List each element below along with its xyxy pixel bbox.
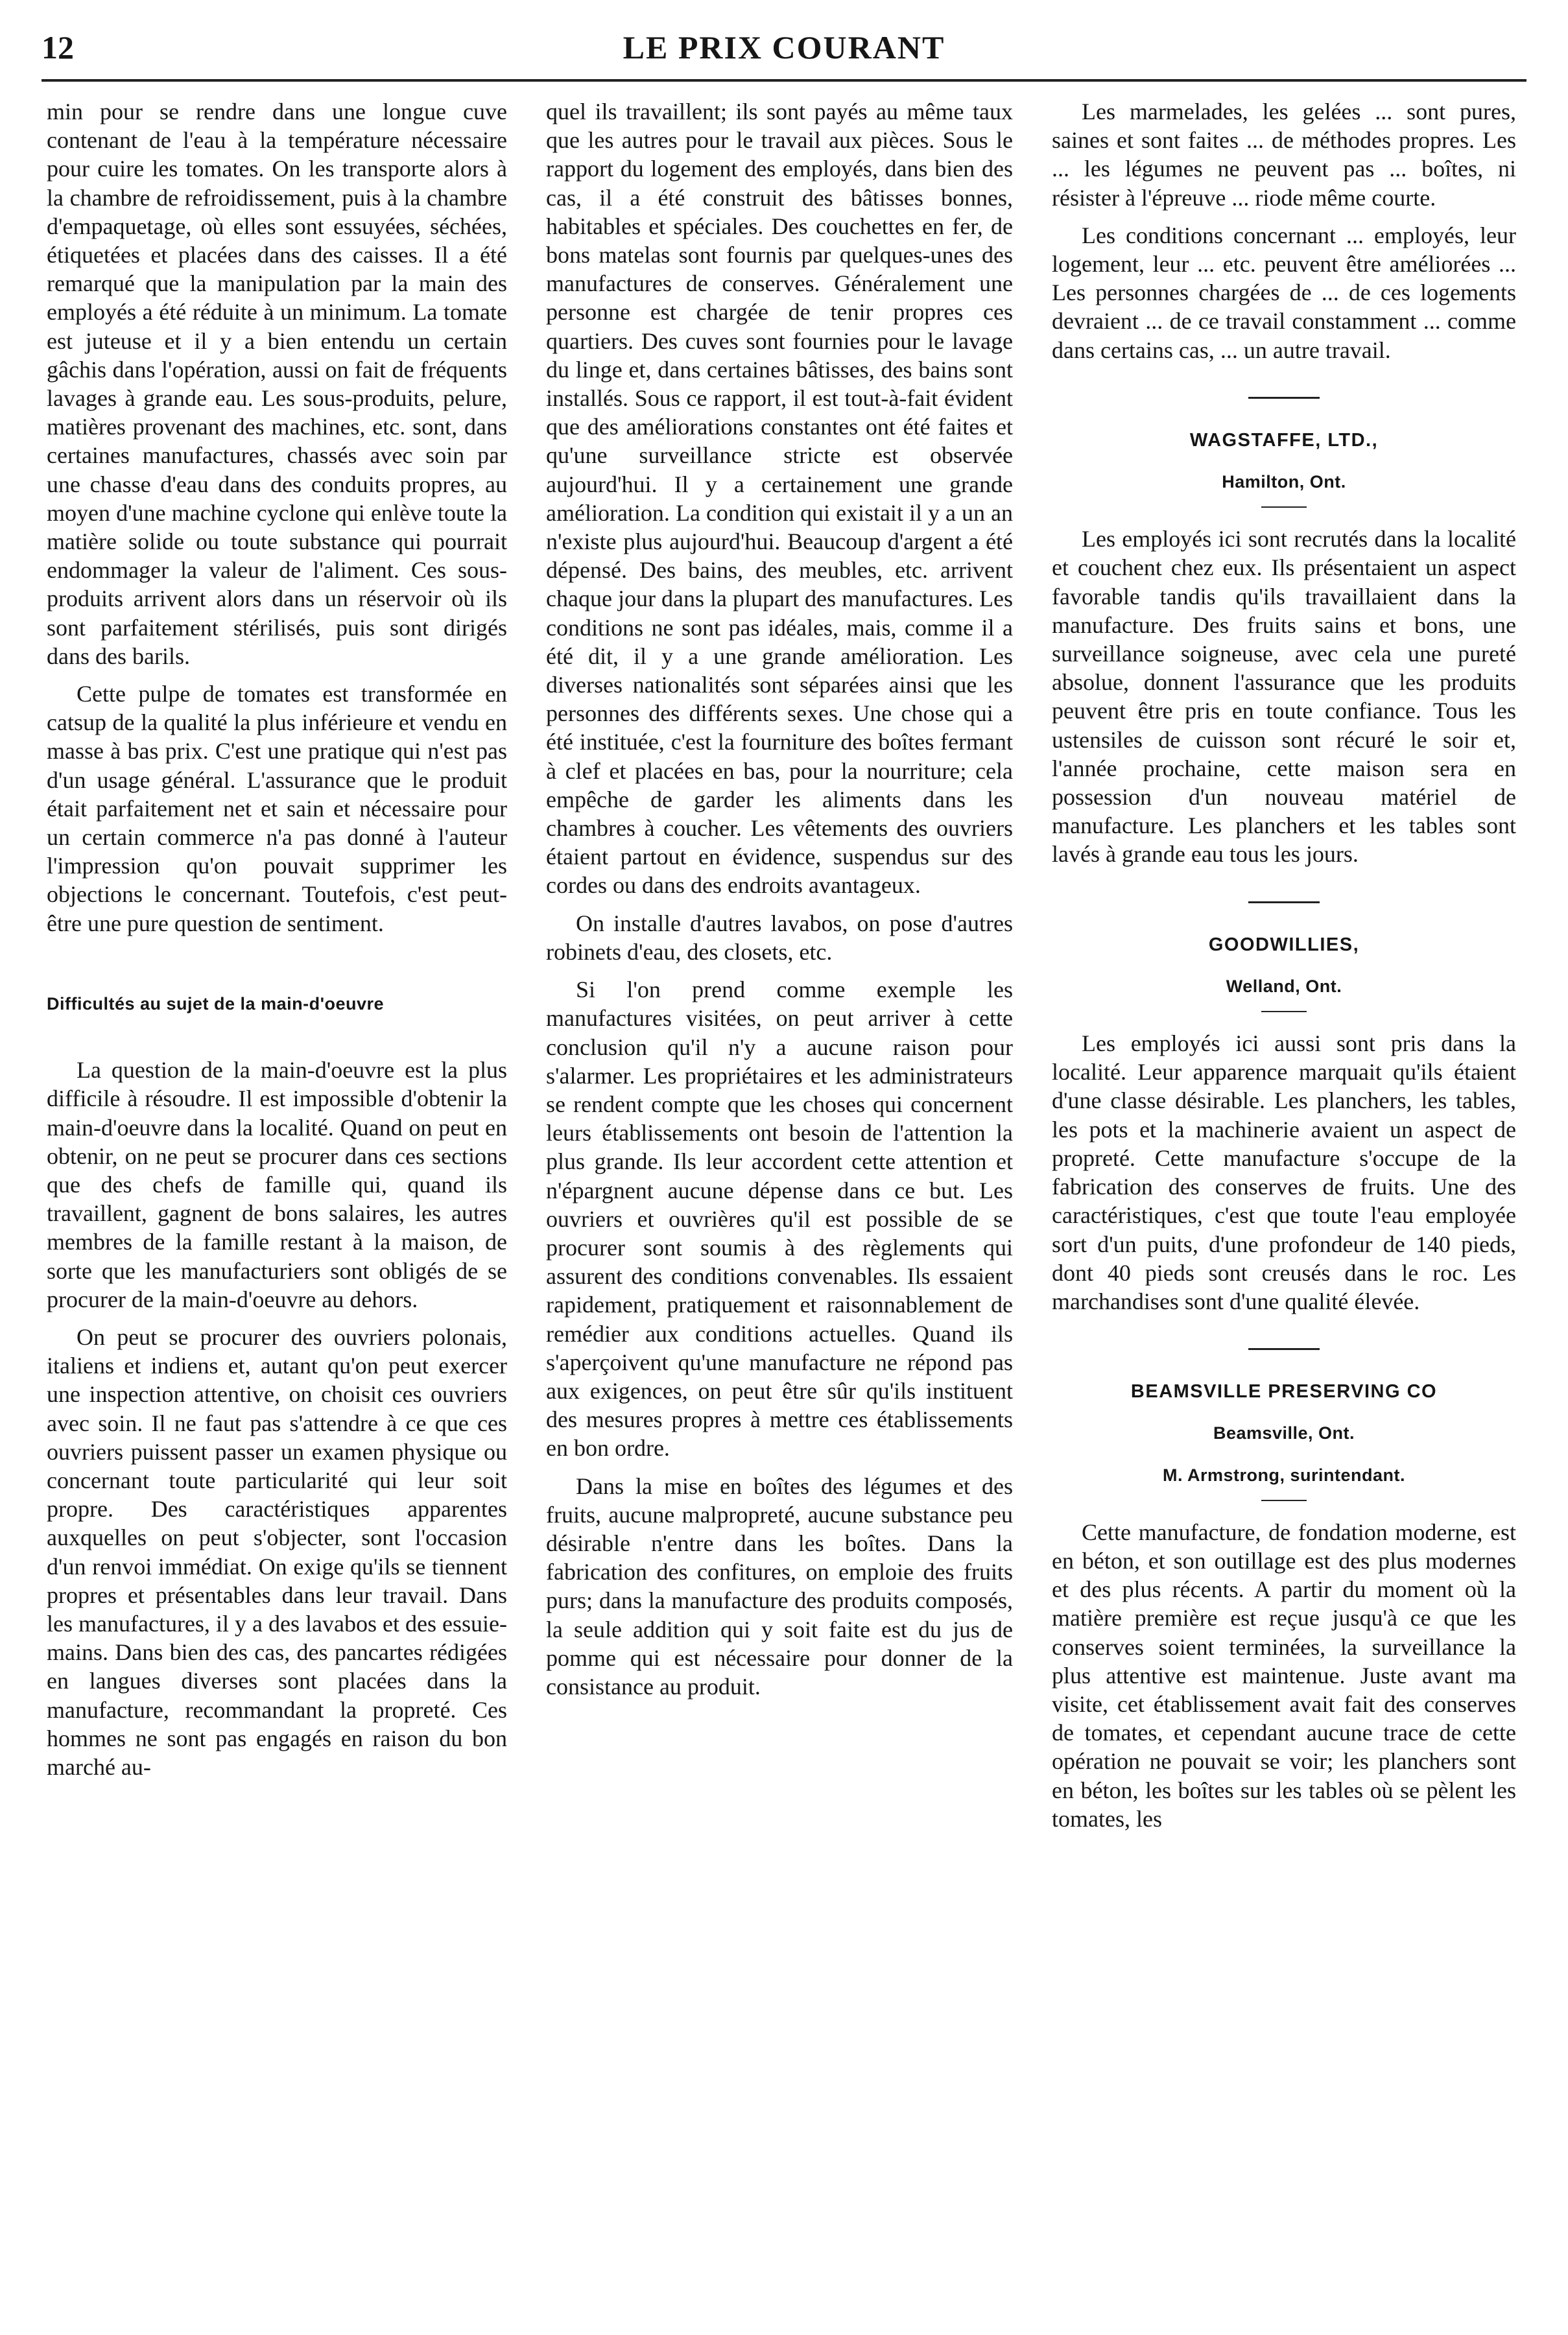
company-name-wagstaffe: WAGSTAFFE, LTD., [1189,429,1379,451]
paragraph: Si l'on prend comme exemple les manufactures visitées, on peut arriver à cette conclusion qu'il n'y a aucune raison pour s'alarmer. Les propriétaires et les administrateurs se rendent compte que les choses qui concernent leurs établissements ont besoin de l'attention la plus grande. Ils leur accordent cette attention et n'épargnent aucune dépense dans ce but. Les ouvriers et ouvrières qu'il est possible de se procurer sont soumis à des règlements qui assurent des conditions convenables. Ils essaient rapidement, pratiquement et raisonnablement de remédier aux conditions actuelles. Quand ils s'aperçoivent qu'une manufacture ne répond pas aux exigences, on peut être sûr qu'ils instituent des mesures propres à mettre ces établissements en bon ordre. [546,977,1013,1462]
header-rule [42,79,1526,82]
paragraph: On installe d'autres lavabos, on pose d'autres robinets d'eau, des closets, etc. [546,910,1013,965]
column-3 [1052,97,1516,2322]
paragraph: Les conditions concernant ... employés, leur logement, leur ... etc. peuvent être améliorées ... Les personnes chargées de ... de ces logements devraient ... de ce travail constamment ... comme dans certains cas, ... un autre travail. [1052,222,1516,363]
section-divider [1248,1348,1320,1350]
company-name-goodwillies: GOODWILLIES, [1208,934,1360,955]
heading-divider [1261,506,1307,508]
paragraph: Les employés ici sont recrutés dans la localité et couchent chez eux. Ils présentaient un aspect favorable tandis qu'ils travaillaient dans la manufacture. Des fruits sains et bons, une surveillance soigneuse, avec cela une pureté absolue, donnent l'assurance que les produits peuvent être pris en toute confiance. Tous les ustensiles de cuisson sont récuré le soir et, l'année prochaine, cette maison sera en possession d'un nouveau matériel de manufacture. Les planchers et les tables sont lavés à grande eau tous les jours. [1052,526,1516,868]
paragraph: Cette pulpe de tomates est transformée en catsup de la qualité la plus inférieure et vendu en masse à bas prix. C'est une pratique qui n'est pas d'un usage général. L'assurance que le produit était parfaitement net et sain et nécessaire pour un certain commerce n'a pas donné à l'auteur l'impression qu'on pouvait supprimer les objections le concernant. Toutefois, c'est peut-être une pure question de sentiment. [47,681,507,936]
paragraph: La question de la main-d'oeuvre est la plus difficile à résoudre. Il est impossible d'obtenir la main-d'oeuvre dans la localité. Quand on peut en obtenir, on ne peut se procurer dans ces sections que des chefs de famille qui, quand ils travaillent, gagnent de bons salaires, les autres membres de la famille restant à la maison, de sorte que les manufacturiers sont obligés de se procurer de la main-d'oeuvre au dehors. [47,1057,507,1312]
company-name-beamsville: BEAMSVILLE PRESERVING CO [1130,1381,1438,1403]
paragraph: Les marmelades, les gelées ... sont pures, saines et sont faites ... de méthodes propres. Les ... les légumes ne peuvent pas ... boîtes, ni résister à l'épreuve ... riode même courte. [1052,99,1516,211]
paragraph: On peut se procurer des ouvriers polonais, italiens et indiens et, autant qu'on peut exercer une inspection attentive, on choisit ces ouvriers avec soin. Il ne faut pas s'attendre à ce que ces ouvriers puissent passer un examen physique ou concernant toute particularité qui leur soit propre. Des caractéristiques apparentes auxquelles on peut s'objecter, sont l'occasion d'un renvoi immédiat. On exige qu'ils se tiennent propres et présentables dans leur travail. Dans les manufactures, il y a des lavabos et des essuie-mains. Dans bien des cas, des pancartes rédigées en langues diverses sont placées dans la manufacture, recommandant la propreté. Ces hommes ne sont pas engagés en raison du bon marché au- [47,1323,507,1780]
paragraph: Les employés ici aussi sont pris dans la localité. Leur apparence marquait qu'ils étaient d'une classe désirable. Les planchers, les tables, les pots et la machinerie avaient un aspect de propreté. Cette manufacture s'occupe de la fabrication des conserves de fruits. Une des caractéristiques, c'est que toute l'eau employée sort d'un puits, d'une profondeur de 140 pieds, dont 40 pieds sont creusés dans le roc. Les marchandises sont d'une qualité élevée. [1052,1030,1516,1314]
page-header [42,29,1526,84]
page-number: 12 [42,29,74,65]
heading-divider [1261,1011,1307,1012]
section-heading: Difficultés au sujet de la main-d'oeuvre [47,993,385,1013]
company-place-hamilton: Hamilton, Ont. [1222,472,1346,492]
section-divider [1248,397,1320,399]
column-1 [47,97,507,2322]
company-place-welland: Welland, Ont. [1226,976,1342,996]
heading-divider [1261,1500,1307,1501]
company-place-beamsville: Beamsville, Ont. [1213,1423,1355,1443]
company-superintendent: M. Armstrong, surintendant. [1162,1465,1405,1485]
paragraph: min pour se rendre dans une longue cuve contenant de l'eau à la température nécessaire pour cuire les tomates. On les transporte alors à la chambre de refroidissement, puis à la chambre d'empaquetage, où elles sont essuyées, séchées, étiquetées et placées dans des caisses. Il a été remarqué que la manipulation par la main des employés a été réduite à un minimum. La tomate est juteuse et il y a bien entendu un certain gâchis dans l'opération, aussi on fait de fréquents lavages à grande eau. Les sous-produits, pelure, matières provenant des machines, etc. sont, dans certaines manufactures, chassés avec soin par une chasse d'eau dans des conduits propres, au moyen d'une machine cyclone qui enlève toute la matière solide ou toute substance qui pourrait endommager la valeur de l'aliment. Ces sous-produits arrivent alors dans un réservoir où ils sont parfaitement stérilisés, puis sont dirigés dans des barils. [47,99,507,669]
section-divider [1248,901,1320,903]
paragraph: Dans la mise en boîtes des légumes et des fruits, aucune malpropreté, aucune substance peu désirable n'entre dans les boîtes. Dans la fabrication des confitures, on emploie des fruits purs; dans la manufacture des produits composés, la seule addition qui y soit faite est du jus de pomme qui est nécessaire pour donner de la consistance au produit. [546,1473,1013,1700]
column-2 [546,97,1013,2322]
journal-title: LE PRIX COURANT [623,29,945,65]
paragraph: quel ils travaillent; ils sont payés au même taux que les autres pour le travail aux pièces. Sous le rapport du logement des employés, dans bien des cas, il a été construit des bâtisses bonnes, habitables et spéciales. Des couchettes en fer, de bons matelas sont fournis par quelques-unes des manufactures de conserves. Généralement une personne est chargée de tenir propres ces quartiers. Des cuves sont fournies pour le lavage du linge et, dans certaines bâtisses, des bains sont installés. Sous ce rapport, il est tout-à-fait évident que des améliorations constantes ont été faites et qu'une surveillance stricte est observée aujourd'hui. Il y a certainement une grande amélioration. La condition qui existait il y a un an n'existe plus aujourd'hui. Beaucoup d'argent a été dépensé. Des bains, des meubles, etc. arrivent chaque jour dans la plupart des manufactures. Les conditions ne sont pas idéales, mais, comme il a été dit, il y a une grande amélioration. Les diverses nationalités sont séparées ainsi que les personnes des différents sexes. Une chose qui a été instituée, c'est la fourniture des boîtes fermant à clef et placées en bas, pour la nourriture; cela empêche de garder les aliments dans les chambres à coucher. Les vêtements des ouvriers étaient partout en évidence, suspendus sur des cordes ou dans des endroits avantageux. [546,99,1013,899]
paragraph: Cette manufacture, de fondation moderne, est en béton, et son outillage est des plus modernes et des plus récents. A partir du moment où la matière première est reçue jusqu'à ce que les conserves soient terminées, la surveillance la plus attentive est maintenue. Juste avant ma visite, cet établissement avait fait des conserves de tomates, et cependant aucune trace de cette opération ne pouvait se voir; les planchers sont en béton, les boîtes sur les tables où se pèlent les tomates, les [1052,1519,1516,1832]
